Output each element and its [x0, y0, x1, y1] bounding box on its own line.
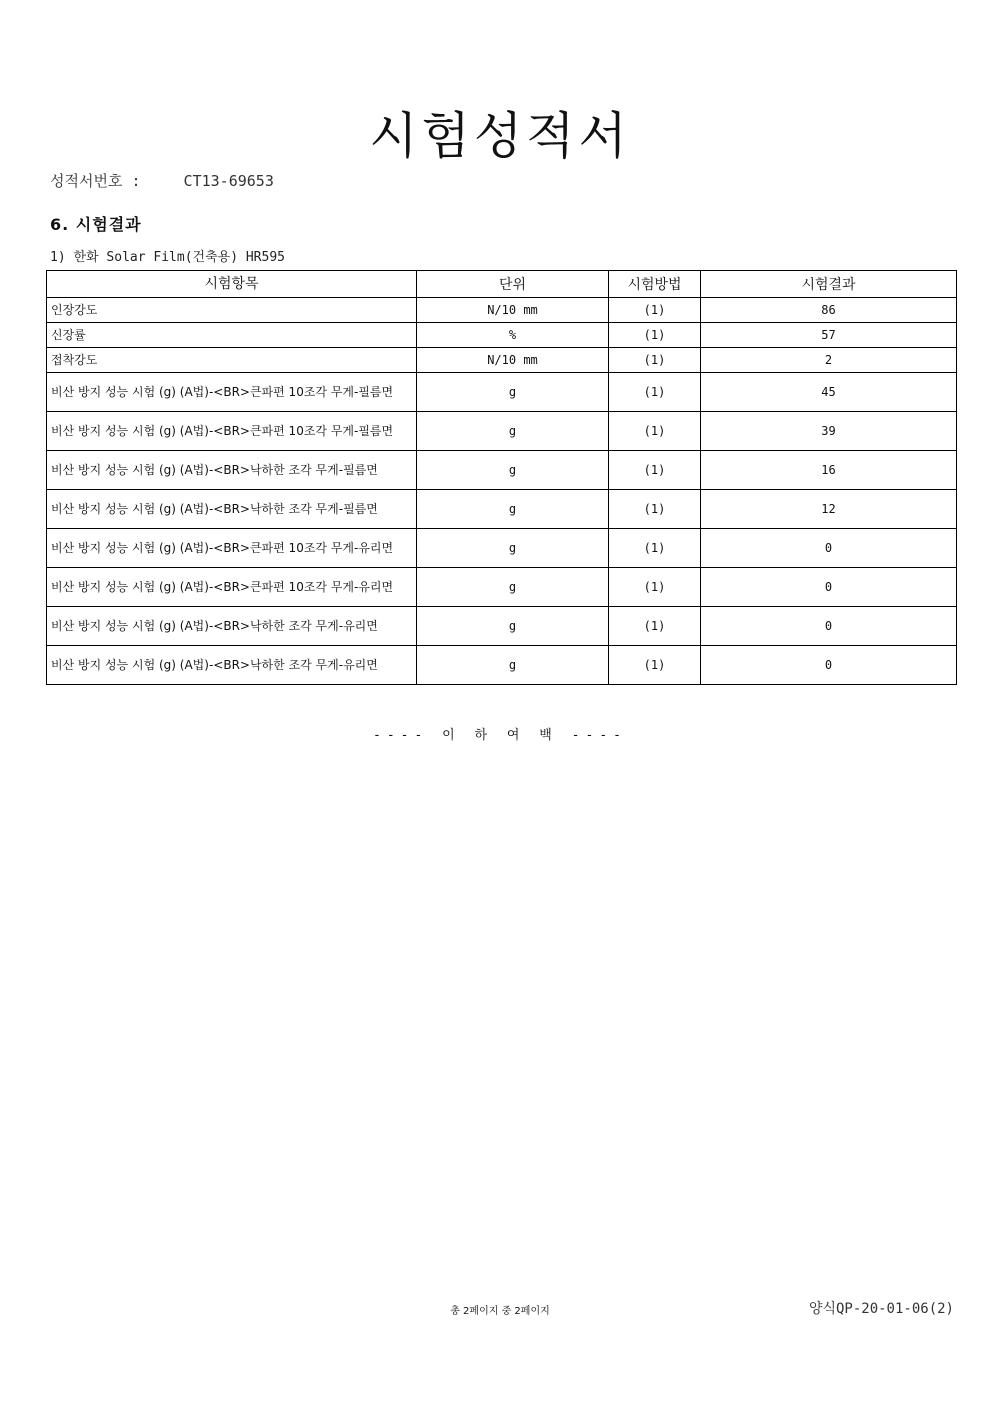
cell-result: 12	[701, 490, 957, 529]
cell-result: 2	[701, 348, 957, 373]
cell-item: 접착강도	[47, 348, 417, 373]
header-unit: 단위	[417, 271, 609, 298]
cell-result: 16	[701, 451, 957, 490]
cell-unit: g	[417, 607, 609, 646]
table-row	[47, 373, 957, 412]
cell-unit: N/10 mm	[417, 348, 609, 373]
cell-result: 0	[701, 607, 957, 646]
form-code: 양식QP-20-01-06(2)	[808, 1301, 954, 1317]
document-title: 시험성적서	[369, 107, 631, 165]
header-test-result: 시험결과	[701, 271, 957, 298]
cell-result: 86	[701, 298, 957, 323]
section-heading: 6. 시험결과	[50, 215, 142, 234]
cell-item: 비산 방지 성능 시험 (g) (A법)-<BR>낙하한 조각 무게-유리면	[47, 607, 417, 646]
table-row	[47, 348, 957, 373]
cell-item: 비산 방지 성능 시험 (g) (A법)-<BR>큰파편 10조각 무게-필름면	[47, 412, 417, 451]
cell-method: (1)	[609, 298, 701, 323]
cell-unit: %	[417, 323, 609, 348]
table-header-row	[47, 271, 957, 298]
cell-result: 57	[701, 323, 957, 348]
table-row	[47, 451, 957, 490]
cell-unit: g	[417, 490, 609, 529]
table-row	[47, 568, 957, 607]
cell-method: (1)	[609, 646, 701, 685]
cell-item: 인장강도	[47, 298, 417, 323]
certificate-number-row	[50, 170, 274, 191]
table-row	[47, 323, 957, 348]
cell-unit: g	[417, 568, 609, 607]
cell-method: (1)	[609, 607, 701, 646]
cell-result: 0	[701, 529, 957, 568]
cell-unit: g	[417, 451, 609, 490]
cell-item: 비산 방지 성능 시험 (g) (A법)-<BR>큰파편 10조각 무게-필름면	[47, 373, 417, 412]
cell-result: 45	[701, 373, 957, 412]
cell-method: (1)	[609, 451, 701, 490]
certificate-number-value: CT13-69653	[183, 172, 274, 190]
cell-item: 비산 방지 성능 시험 (g) (A법)-<BR>낙하한 조각 무게-유리면	[47, 646, 417, 685]
cell-result: 0	[701, 568, 957, 607]
header-test-method: 시험방법	[609, 271, 701, 298]
cell-item: 비산 방지 성능 시험 (g) (A법)-<BR>큰파편 10조각 무게-유리면	[47, 568, 417, 607]
cell-result: 0	[701, 646, 957, 685]
table-row	[47, 490, 957, 529]
header-test-item: 시험항목	[47, 271, 417, 298]
certificate-number-label: 성적서번호 :	[50, 172, 141, 190]
subsection-heading: 1) 한화 Solar Film(건축용) HR595	[50, 250, 285, 265]
test-results-table	[46, 270, 957, 685]
cell-method: (1)	[609, 348, 701, 373]
page-number-footer: 총 2페이지 중 2페이지	[450, 1306, 550, 1317]
table-row	[47, 298, 957, 323]
cell-item: 비산 방지 성능 시험 (g) (A법)-<BR>낙하한 조각 무게-필름면	[47, 451, 417, 490]
cell-method: (1)	[609, 323, 701, 348]
table-row	[47, 529, 957, 568]
table-row	[47, 646, 957, 685]
cell-unit: g	[417, 646, 609, 685]
cell-unit: N/10 mm	[417, 298, 609, 323]
table-row	[47, 607, 957, 646]
cell-result: 39	[701, 412, 957, 451]
end-of-document-mark: ---- 이 하 여 백 ----	[373, 728, 627, 743]
cell-method: (1)	[609, 529, 701, 568]
cell-method: (1)	[609, 412, 701, 451]
cell-item: 비산 방지 성능 시험 (g) (A법)-<BR>큰파편 10조각 무게-유리면	[47, 529, 417, 568]
cell-method: (1)	[609, 373, 701, 412]
cell-item: 신장률	[47, 323, 417, 348]
cell-method: (1)	[609, 490, 701, 529]
cell-unit: g	[417, 412, 609, 451]
cell-unit: g	[417, 373, 609, 412]
cell-unit: g	[417, 529, 609, 568]
cell-method: (1)	[609, 568, 701, 607]
table-row	[47, 412, 957, 451]
cell-item: 비산 방지 성능 시험 (g) (A법)-<BR>낙하한 조각 무게-필름면	[47, 490, 417, 529]
